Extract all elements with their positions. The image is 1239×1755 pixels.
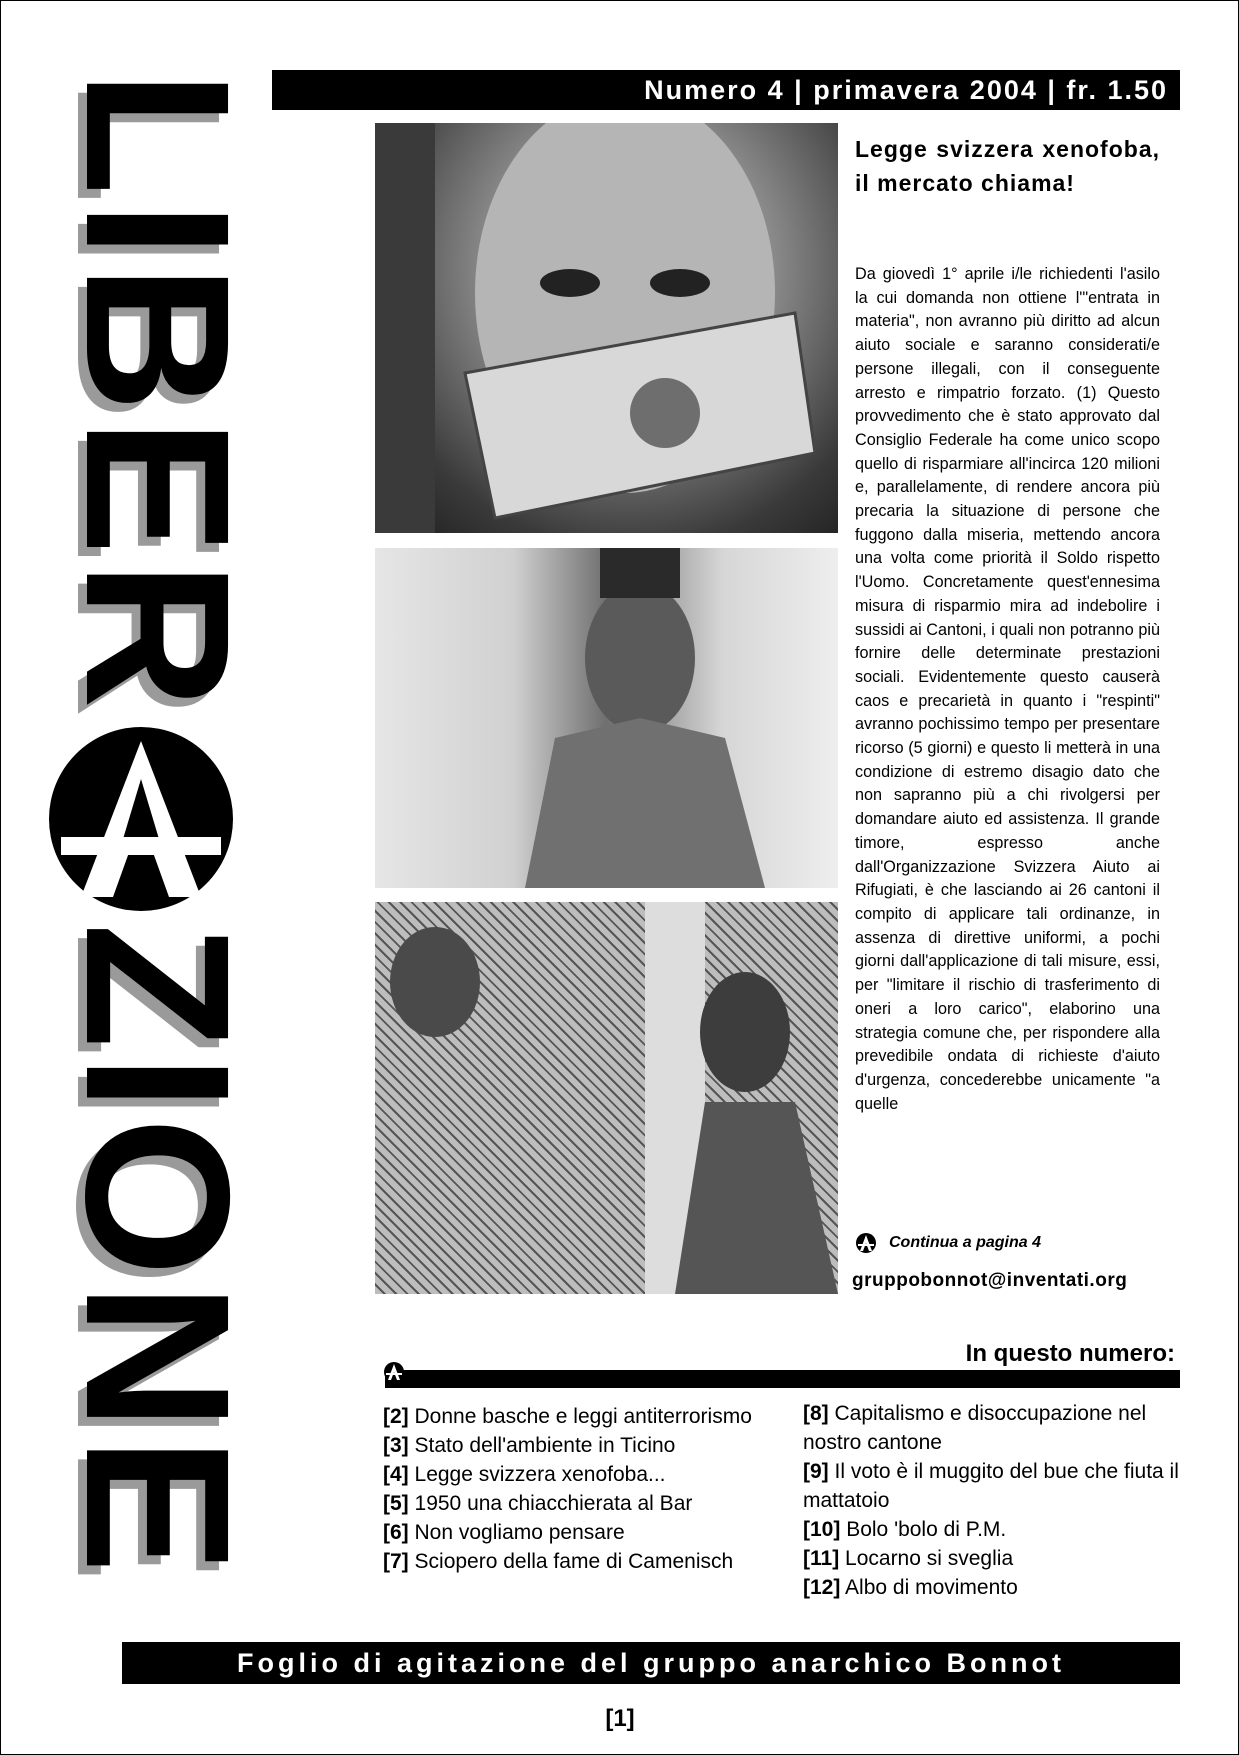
toc-item[interactable] xyxy=(803,1457,1183,1515)
photo-2-illustration xyxy=(375,548,838,888)
toc-number: [3] xyxy=(383,1434,409,1457)
toc-item[interactable] xyxy=(383,1402,783,1431)
toc-number: [6] xyxy=(383,1521,409,1544)
toc-item[interactable] xyxy=(803,1573,1183,1602)
toc-title: Il voto è il muggito del bue che fiuta il mattatoio xyxy=(803,1460,1179,1512)
issue-info: Numero 4 | primavera 2004 | fr. 1.50 xyxy=(644,75,1168,105)
toc-item[interactable] xyxy=(383,1518,783,1547)
photo-fence-prisoners xyxy=(375,902,838,1294)
toc-title: Donne basche e leggi antiterrorismo xyxy=(414,1405,752,1428)
photo-3-illustration xyxy=(375,902,838,1294)
article-headline: Legge svizzera xenofoba, il mercato chiama! xyxy=(855,136,1160,196)
toc-title: Sciopero della fame di Camenisch xyxy=(414,1550,734,1573)
toc-number: [5] xyxy=(383,1492,409,1515)
toc-number: [11] xyxy=(803,1547,840,1570)
contents-divider xyxy=(385,1370,1180,1388)
photo-1-illustration xyxy=(375,123,838,533)
toc-title: Albo di movimento xyxy=(845,1576,1018,1599)
toc-item[interactable] xyxy=(383,1489,783,1518)
toc-title: Locarno si sveglia xyxy=(845,1547,1014,1570)
toc-title: 1950 una chiacchierata al Bar xyxy=(414,1492,693,1515)
continue-text: Continua a pagina 4 xyxy=(889,1234,1042,1251)
toc-item[interactable] xyxy=(803,1515,1183,1544)
anarchy-a-contents-icon xyxy=(383,1361,405,1383)
toc-title: Stato dell'ambiente in Ticino xyxy=(414,1434,676,1457)
toc-number: [4] xyxy=(383,1463,409,1486)
toc-item[interactable] xyxy=(383,1547,783,1576)
toc-title: Non vogliamo pensare xyxy=(414,1521,625,1544)
contents-title: In questo numero: xyxy=(965,1340,1175,1367)
toc-item[interactable] xyxy=(803,1399,1183,1457)
anarchy-a-icon xyxy=(41,719,241,919)
article-body: Da giovedì 1° aprile i/le richiedenti l'asilo la cui domanda non ottiene l'"entrata in materia", non avranno più diritto ad alcun aiuto sociale e saranno considerati/e persone illegali, con il conseguente arresto e rimpatrio forzato. (1) Questo provvedimento che è stato approvato dal Consiglio Federale ha come unico scopo quello di risparmiare all'incirca 120 milioni e, parallelamente, di rendere ancora più precaria la situazione di persone che fuggono dalla miseria, mettendo ancora una volta come priorità il Soldo rispetto l'Uomo. Concretamente quest'ennesima misura di risparmio mira ad indebolire i sussidi ai Cantoni, i quali non potranno più fornire delle determinate prestazioni sociali. Evidentemente questo causerà caos e precarietà in quanto i "respinti" avranno pochissimo tempo per presentare ricorso (5 giorni) e questo li metterà in una condizione di estremo disagio dato che non sapranno più a chi rivolgersi per domandare aiuto ed assistenza. Il grande timore, espresso anche dall'Organizzazione Svizzera Aiuto ai Rifugiati, è che lasciando ai 26 cantoni il compito di applicare tali ordinanze, in assenza di direttive uniformi, a pochi giorni dall'applicazione di tali misure, essi, per "limitare il rischio di trasferimento di oneri a loro carico", elaborino una strategia comune che, per rispondere alla prevedibile ondata di richieste d'aiuto d'urgenza, concederebbe unicamente "a quelle xyxy=(855,265,1160,1113)
toc-right-column xyxy=(803,1399,1183,1602)
toc-number: [9] xyxy=(803,1460,829,1483)
toc-item[interactable] xyxy=(803,1544,1183,1573)
toc-left-column xyxy=(383,1402,783,1576)
masthead-title xyxy=(43,70,272,1630)
toc-title: Bolo 'bolo di P.M. xyxy=(846,1518,1007,1541)
footer-bar xyxy=(122,1642,1180,1684)
continue-note xyxy=(855,1230,1175,1256)
issue-bar xyxy=(272,70,1180,110)
toc-item[interactable] xyxy=(383,1431,783,1460)
toc-title: Capitalismo e disoccupazione nel nostro cantone xyxy=(803,1402,1147,1454)
anarchy-a-small-icon xyxy=(855,1232,877,1254)
masthead-part-2: ZIONE xyxy=(43,923,272,1580)
photo-woman-dollar-gag xyxy=(375,123,838,533)
toc-number: [2] xyxy=(383,1405,409,1428)
page-number: [1] xyxy=(605,1705,635,1732)
toc-number: [10] xyxy=(803,1518,841,1541)
masthead xyxy=(43,70,272,1630)
footer-text: Foglio di agitazione del gruppo anarchico Bonnot xyxy=(237,1648,1065,1678)
masthead-part-1: LIBER xyxy=(43,70,272,715)
toc-title: Legge svizzera xenofoba... xyxy=(414,1463,666,1486)
contact-email[interactable]: gruppobonnot@inventati.org xyxy=(852,1270,1128,1291)
toc-number: [8] xyxy=(803,1402,829,1425)
toc-number: [7] xyxy=(383,1550,409,1573)
toc-item[interactable] xyxy=(383,1460,783,1489)
photo-man-portrait xyxy=(375,548,838,888)
toc-number: [12] xyxy=(803,1576,841,1599)
